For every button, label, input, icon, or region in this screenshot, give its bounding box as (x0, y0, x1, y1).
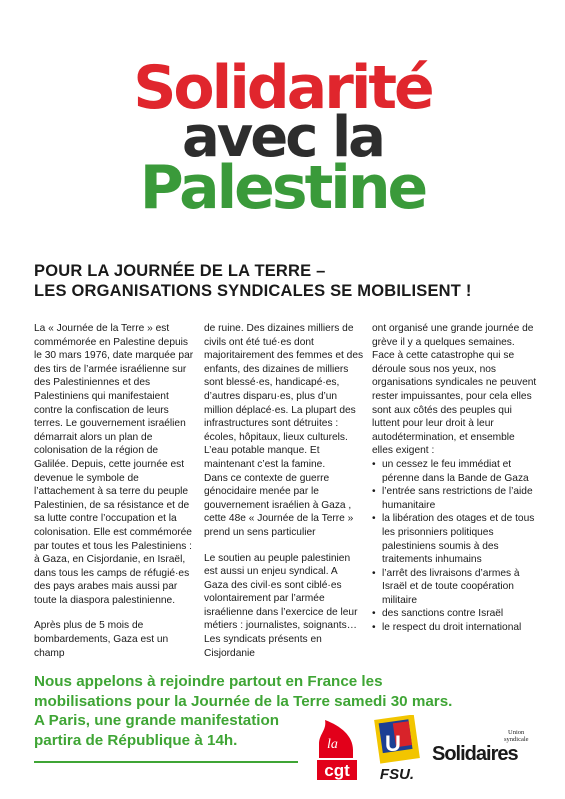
fsu-mark: U (385, 731, 401, 756)
cgt-text: cgt (324, 761, 350, 780)
cgt-la-text: la (327, 737, 338, 752)
fsu-logo (371, 715, 423, 785)
paragraph: La « Journée de la Terre » est commémorée en Palestine depuis le 30 mars 1976, date marquée par des tirs de l’armée israélienne sur des Palestiniennes et des Palestiniens qui manifestaient contre la confiscation de leurs terres. Le gouvernement israélien démarrait alors un plan de colonisation de la région de Galilée. Depuis, cette journée est devenue le symbole de l’attachement à sa terre du peuple Palestinien, de sa résistance et de sa lutte contre l’occupation et la colonisation. Elle est commémorée par toutes et tous les Palestiniens : à Gaza, en Cisjordanie, en Israël, dans tous les camps de réfugié·es des pays arabes mais aussi par toute la diaspora palestinienne. (34, 323, 194, 606)
solidaires-union-text: Union (508, 729, 525, 736)
cgt-logo (313, 718, 361, 782)
title-palestine: Palestine (139, 153, 426, 223)
column-2 (204, 322, 364, 660)
call-line-1: Nous appelons à rejoindre partout en France les (34, 673, 383, 690)
headline-line-1: POUR LA JOURNÉE DE LA TERRE – (34, 262, 326, 280)
solidaires-logo (430, 726, 542, 770)
title-solidarite: Solidarité (133, 53, 432, 123)
paragraph: Après plus de 5 mois de bombardements, Gaza est un champ (34, 620, 169, 659)
call-line-4: partira de République à 14h. (34, 731, 238, 749)
headline (34, 261, 534, 301)
list-item: • des sanctions contre Israël (372, 607, 537, 621)
demands-list (372, 458, 537, 635)
paragraph: ont organisé une grande journée de grève il y a quelques semaines. Face à cette catastrophe qui se déroule sous nos yeux, nos organisations syndicales ne peuvent rester impuissantes, pour cela elles sont aux côtés des peuples qui luttent pour leur droit à leur autodétermination, et ensemble elles exigent : (372, 323, 537, 457)
list-item: • le respect du droit international (372, 621, 537, 635)
solidaires-syndicale-text: syndicale (504, 736, 529, 743)
call-line-3: A Paris, une grande manifestation (34, 712, 280, 729)
list-item: • la libération des otages et de tous les prisonniers politiques palestiniens soumis à des traitements inhumains (372, 512, 537, 566)
paragraph: Dans ce contexte de guerre génocidaire menée par le gouvernement israélien à Gaza , cette 48e « Journée de la Terre » prend un sens particulier (204, 472, 354, 538)
column-1 (34, 322, 194, 660)
fsu-text: FSU. (379, 766, 415, 783)
paragraph: Le soutien au peuple palestinien est aussi un enjeu syndical. A Gaza des civil·es sont ciblé·es volontairement par l’armée israélienne dans l’exercice de leur métiers : journalistes, soignants… Les syndicats présents en Cisjordanie (204, 552, 358, 659)
headline-line-2: LES ORGANISATIONS SYNDICALES SE MOBILISENT ! (34, 282, 472, 300)
list-item: • l’entrée sans restrictions de l’aide humanitaire (372, 485, 537, 512)
paragraph: de ruine. Des dizaines milliers de civils ont été tué·es dont majoritairement des femmes et des enfants, des dizaines de milliers sont blessé·es, handicapé·es, d’autres disparu·es, plus d’un million déplacé·es. La plupart des infrastructures sont détruites : écoles, hôpitaux, lieux culturels. L’eau potable manque. Et maintenant c’est la famine. (204, 323, 364, 470)
list-item: • un cessez le feu immédiat et pérenne dans la Bande de Gaza (372, 458, 537, 485)
column-3 (372, 322, 537, 635)
list-item: • l’arrêt des livraisons d’armes à Israël et de toute coopération militaire (372, 567, 537, 608)
solidaires-text: Solidaires (432, 743, 518, 765)
call-line-2: mobilisations pour la Journée de la Terre samedi 30 mars. (34, 692, 453, 710)
divider (34, 761, 298, 763)
title-avec-la: avec la (182, 105, 383, 170)
